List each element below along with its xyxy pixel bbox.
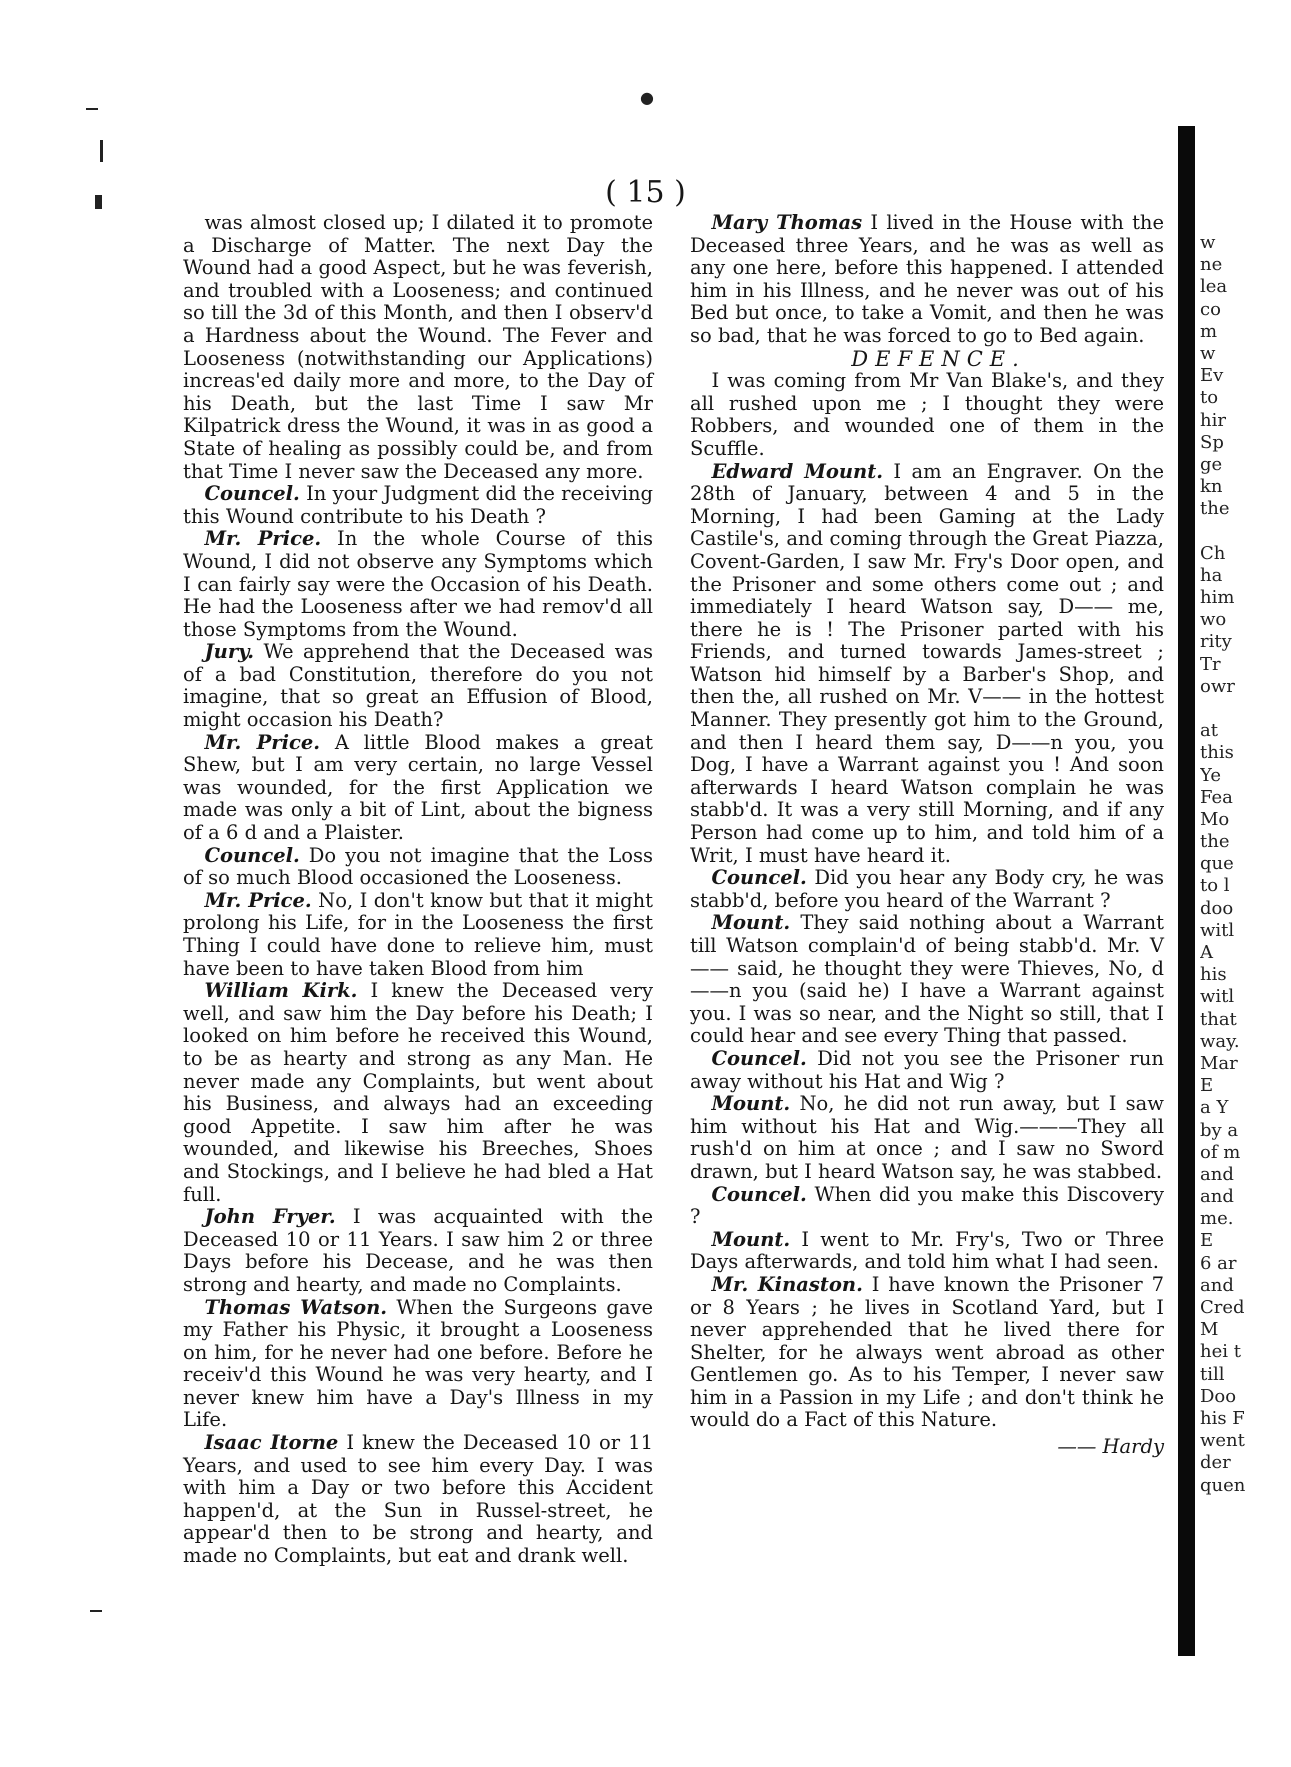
paragraph (183, 212, 653, 483)
testimony-text: I went to Mr. Fry's, Two or Three Days afterwards, and told him what I had seen. (690, 1227, 1164, 1274)
fragment-line: M (1200, 1319, 1219, 1341)
fragment-line: rity (1200, 631, 1232, 653)
testimony-text: No, I don't know but that it might prolong his Life, for in the Looseness the first Thing I could have done to relieve him, must have been to have taken Blood from him (183, 888, 654, 980)
paragraph (690, 1048, 1164, 1093)
fragment-line: the (1200, 498, 1230, 520)
fragment-line: Mar (1200, 1052, 1238, 1074)
testimony-text: Did not you see the Prisoner run away without his Hat and Wig ? (690, 1046, 1164, 1093)
testimony-text: In the whole Course of this Wound, I did not observe any Symptoms which I can fairly say were the Occasion of his Death. He had the Looseness after we had remov'd all those Symptoms from the Wound. (183, 527, 654, 641)
paragraph (183, 732, 653, 845)
paragraph (183, 1432, 653, 1568)
fragment-line: co (1200, 298, 1221, 320)
speaker-name: Councel. (711, 1182, 807, 1206)
paragraph (183, 980, 653, 1206)
speaker-name: Councel. (711, 1046, 807, 1070)
fragment-line: and (1200, 1163, 1234, 1185)
paragraph (690, 1274, 1164, 1432)
fragment-line: doo (1200, 897, 1234, 919)
fragment-line: Ev (1200, 365, 1224, 387)
speaker-name: Councel. (711, 866, 807, 890)
testimony-text: No, he did not run away, but I saw him without his Hat and Wig.———They all rush'd on him at once ; and I saw no Sword drawn, but I heard Watson say, he was stabbed. (690, 1092, 1165, 1183)
testimony-text: We apprehend that the Deceased was of a bad Constitution, therefore do you not imagine, that so great an Effusion of Blood, might occasion his Death? (183, 640, 653, 732)
fragment-line: to l (1200, 875, 1230, 897)
testimony-text: I am an Engraver. On the 28th of January, between 4 and 5 in the Morning, I had been Gaming at the Lady Castile's, and coming through the Great Piazza, Covent-Garden, I saw Mr. Fry's Door open, and the Prisoner and some others come out ; and immediately I heard Watson say, D—— me, there he is ! The Prisoner parted with his Friends, and turned towards James-street ; Watson hid himself by a Barber's Shop, and then the, all rushed on Mr. V—— in the hottest Manner. They presently got him to the Ground, and then I heard them say, D——n you, you Dog, I have a Warrant against you ! And soon afterwards I heard Watson complain he was stabb'd. It was a very still Morning, and if any Person had come up to him, and told him of a Writ, I must have heard it. (690, 459, 1165, 867)
paragraph (183, 1206, 653, 1296)
testimony-text: Do you not imagine that the Loss of so much Blood occasioned the Looseness. (183, 843, 654, 890)
fragment-line: E (1200, 1230, 1214, 1252)
fragment-line: his (1200, 964, 1227, 986)
fragment-line: A (1200, 942, 1213, 963)
paragraph (690, 1184, 1164, 1229)
fragment-line: w (1200, 342, 1216, 364)
paragraph (690, 370, 1164, 460)
adjacent-page-fragments (1200, 232, 1291, 1497)
paragraph (690, 461, 1164, 868)
fragment-line: ge (1200, 453, 1223, 475)
fragment-line: witl (1200, 919, 1235, 941)
fragment-line (1200, 698, 1291, 720)
margin-mark (100, 140, 103, 162)
fragment-line (1200, 520, 1291, 542)
speaker-name: William Kirk. (204, 979, 358, 1003)
paragraph (183, 890, 653, 980)
fragment-line: went (1200, 1430, 1245, 1452)
fragment-line: kn (1200, 476, 1223, 498)
fragment-line: Fea (1200, 786, 1233, 808)
paragraph (690, 912, 1164, 1048)
speaker-name: Mary Thomas (711, 211, 863, 234)
book-gutter-shadow (1178, 126, 1195, 1656)
speaker-name: Councel. (204, 843, 300, 867)
page-number: ( 15 ) (605, 175, 686, 210)
fragment-line: way. (1200, 1030, 1240, 1052)
testimony-text: I have known the Prisoner 7 or 8 Years ; he lives in Scotland Yard, but I never apprehended that he lived there for Shelter, for he always went abroad as other Gentlemen go. As to his Temper, I never saw him in a Passion in my Life ; and don't think he would do a Fact of this Nature. (690, 1272, 1164, 1432)
speaker-name: Councel. (204, 482, 300, 506)
margin-mark (90, 1610, 102, 1612)
fragment-line: quen (1200, 1474, 1246, 1496)
fragment-line: him (1200, 587, 1235, 608)
fragment-line: to (1200, 387, 1219, 409)
speaker-name: Mr. Price. (204, 730, 321, 754)
speaker-name: John Fryer. (204, 1205, 336, 1229)
fragment-line: E (1200, 1075, 1214, 1097)
paragraph (690, 212, 1164, 348)
speaker-name: Edward Mount. (711, 459, 883, 483)
fragment-line: and (1200, 1274, 1234, 1296)
fragment-line: 6 ar (1200, 1252, 1237, 1274)
testimony-text: I knew the Deceased very well, and saw him the Day before his Death; I looked on him before he received this Wound, to be as hearty and strong as any Man. He never made any Complaints, but went about his Business, and always had an exceeding good Appetite. I saw him after he was wounded, and likewise his Breeches, Shoes and Stockings, and I believe he had bled a Hat full. (183, 979, 653, 1206)
ink-speck: ● (640, 88, 654, 107)
testimony-text: When the Surgeons gave my Father his Physic, it brought a Looseness on him, for he never had one before. Before he receiv'd this Wound he was very hearty, and I never knew him have a Day's Illness in my Life. (183, 1295, 654, 1432)
paragraph (183, 483, 653, 528)
speaker-name: Isaac Itorne (204, 1431, 339, 1455)
speaker-name: Mount. (711, 1227, 791, 1251)
fragment-line: till (1200, 1363, 1225, 1385)
testimony-text: A little Blood makes a great Shew, but I am very certain, no large Vessel was wounded, for the first Application we made was only a bit of Lint, about the bigness of a 6 d and a Plaister. (183, 730, 654, 845)
fragment-line: Doo (1200, 1385, 1237, 1407)
speaker-name: Mr. Price. (204, 527, 322, 551)
fragment-line: hir (1200, 409, 1226, 431)
paragraph (690, 1093, 1164, 1183)
fragment-line: ha (1200, 564, 1223, 586)
paragraph (183, 1297, 653, 1433)
fragment-line: at (1200, 720, 1218, 742)
fragment-line: w (1200, 232, 1216, 253)
speaker-name: Jury. (204, 640, 254, 664)
paragraph (183, 641, 653, 731)
fragment-line: a Y (1200, 1097, 1229, 1119)
testimony-text: I was acquainted with the Deceased 10 or 11 Years. I saw him 2 or three Days before his Decease, and he was then strong and hearty, and made no Complaints. (183, 1205, 653, 1296)
left-column (183, 212, 653, 1568)
fragment-line: Cred (1200, 1297, 1245, 1318)
defence-testimony (690, 370, 1164, 1432)
paragraph (183, 845, 653, 890)
fragment-line: der (1200, 1452, 1231, 1474)
defence-heading: DEFENCE. (851, 346, 1026, 371)
right-column (690, 212, 1164, 1459)
testimony-text: When did you make this Discovery ? (690, 1182, 1164, 1229)
fragment-line: the (1200, 831, 1230, 853)
speaker-name: Mount. (711, 911, 791, 935)
fragment-line: me. (1200, 1208, 1234, 1230)
margin-mark (86, 108, 98, 110)
fragment-line: by a (1200, 1119, 1239, 1141)
fragment-line: lea (1200, 276, 1228, 298)
testimony-text: Did you hear any Body cry, he was stabb'd, before you heard of the Warrant ? (690, 866, 1164, 912)
fragment-line: hei t (1200, 1341, 1241, 1363)
paragraph (690, 867, 1164, 912)
fragment-line: Sp (1200, 431, 1224, 453)
fragment-line: m (1200, 320, 1218, 342)
testimony-text: I was coming from Mr Van Blake's, and they all rushed upon me ; I thought they were Robbers, and wounded one of them in the Scuffle. (690, 369, 1164, 460)
catchword: —— Hardy (1057, 1435, 1164, 1459)
testimony-text: In your Judgment did the receiving this Wound contribute to his Death ? (183, 482, 653, 528)
fragment-line: and (1200, 1186, 1234, 1208)
testimony-text: I knew the Deceased 10 or 11 Years, and used to see him every Day. I was with him a Day or two before this Accident happen'd, at the Sun in Russel-street, he appear'd then to be strong and hearty, and made no Complaints, but eat and drank well. (183, 1431, 653, 1568)
testimony-text: They said nothing about a Warrant till Watson complain'd of being stabb'd. Mr. V—— said, he thought they were Thieves, No, d——n you (said he) I have a Warrant against you. I was so near, and the Night so still, that I could hear and see every Thing that passed. (690, 911, 1165, 1048)
fragment-line: Mo (1200, 808, 1230, 830)
fragment-line: Ch (1200, 542, 1226, 564)
fragment-line: that (1200, 1008, 1237, 1030)
testimony-text: was almost closed up; I dilated it to promote a Discharge of Matter. The next Day the Wound had a good Aspect, but he was feverish, and troubled with a Looseness; and continued so till the 3d of this Month, and then I observ'd a Hardness about the Wound. The Fever and Looseness (notwithstanding our Applications) increas'ed daily more and more, to the Day of his Death, but the last Time I saw Mr Kilpatrick dress the Wound, it was in as good a State of healing as possibly could be, and from that Time I never saw the Deceased any more. (183, 211, 653, 483)
fragment-line: witl (1200, 986, 1235, 1008)
speaker-name: Mr. Price. (204, 888, 312, 912)
fragment-line: of m (1200, 1141, 1241, 1163)
fragment-line: wo (1200, 609, 1227, 631)
fragment-line: Tr (1200, 653, 1221, 675)
speaker-name: Mount. (711, 1092, 791, 1116)
speaker-name: Mr. Kinaston. (711, 1272, 863, 1296)
fragment-line: ne (1200, 254, 1223, 276)
speaker-name: Thomas Watson. (204, 1295, 388, 1319)
fragment-line: owr (1200, 675, 1235, 697)
fragment-line: Ye (1200, 764, 1221, 786)
paragraph (690, 1229, 1164, 1274)
paragraph (183, 528, 653, 641)
testimony-text: I lived in the House with the Deceased three Years, and he was as well as any one here, before this happened. I attended him in his Illness, and he never was out of his Bed but once, to take a Vomit, and then he was so bad, that he was forced to go to Bed again. (690, 211, 1164, 347)
fragment-line: this (1200, 742, 1234, 764)
fragment-line: his F (1200, 1407, 1245, 1429)
fragment-line: que (1200, 853, 1234, 875)
right-column-testimony (690, 212, 1164, 348)
